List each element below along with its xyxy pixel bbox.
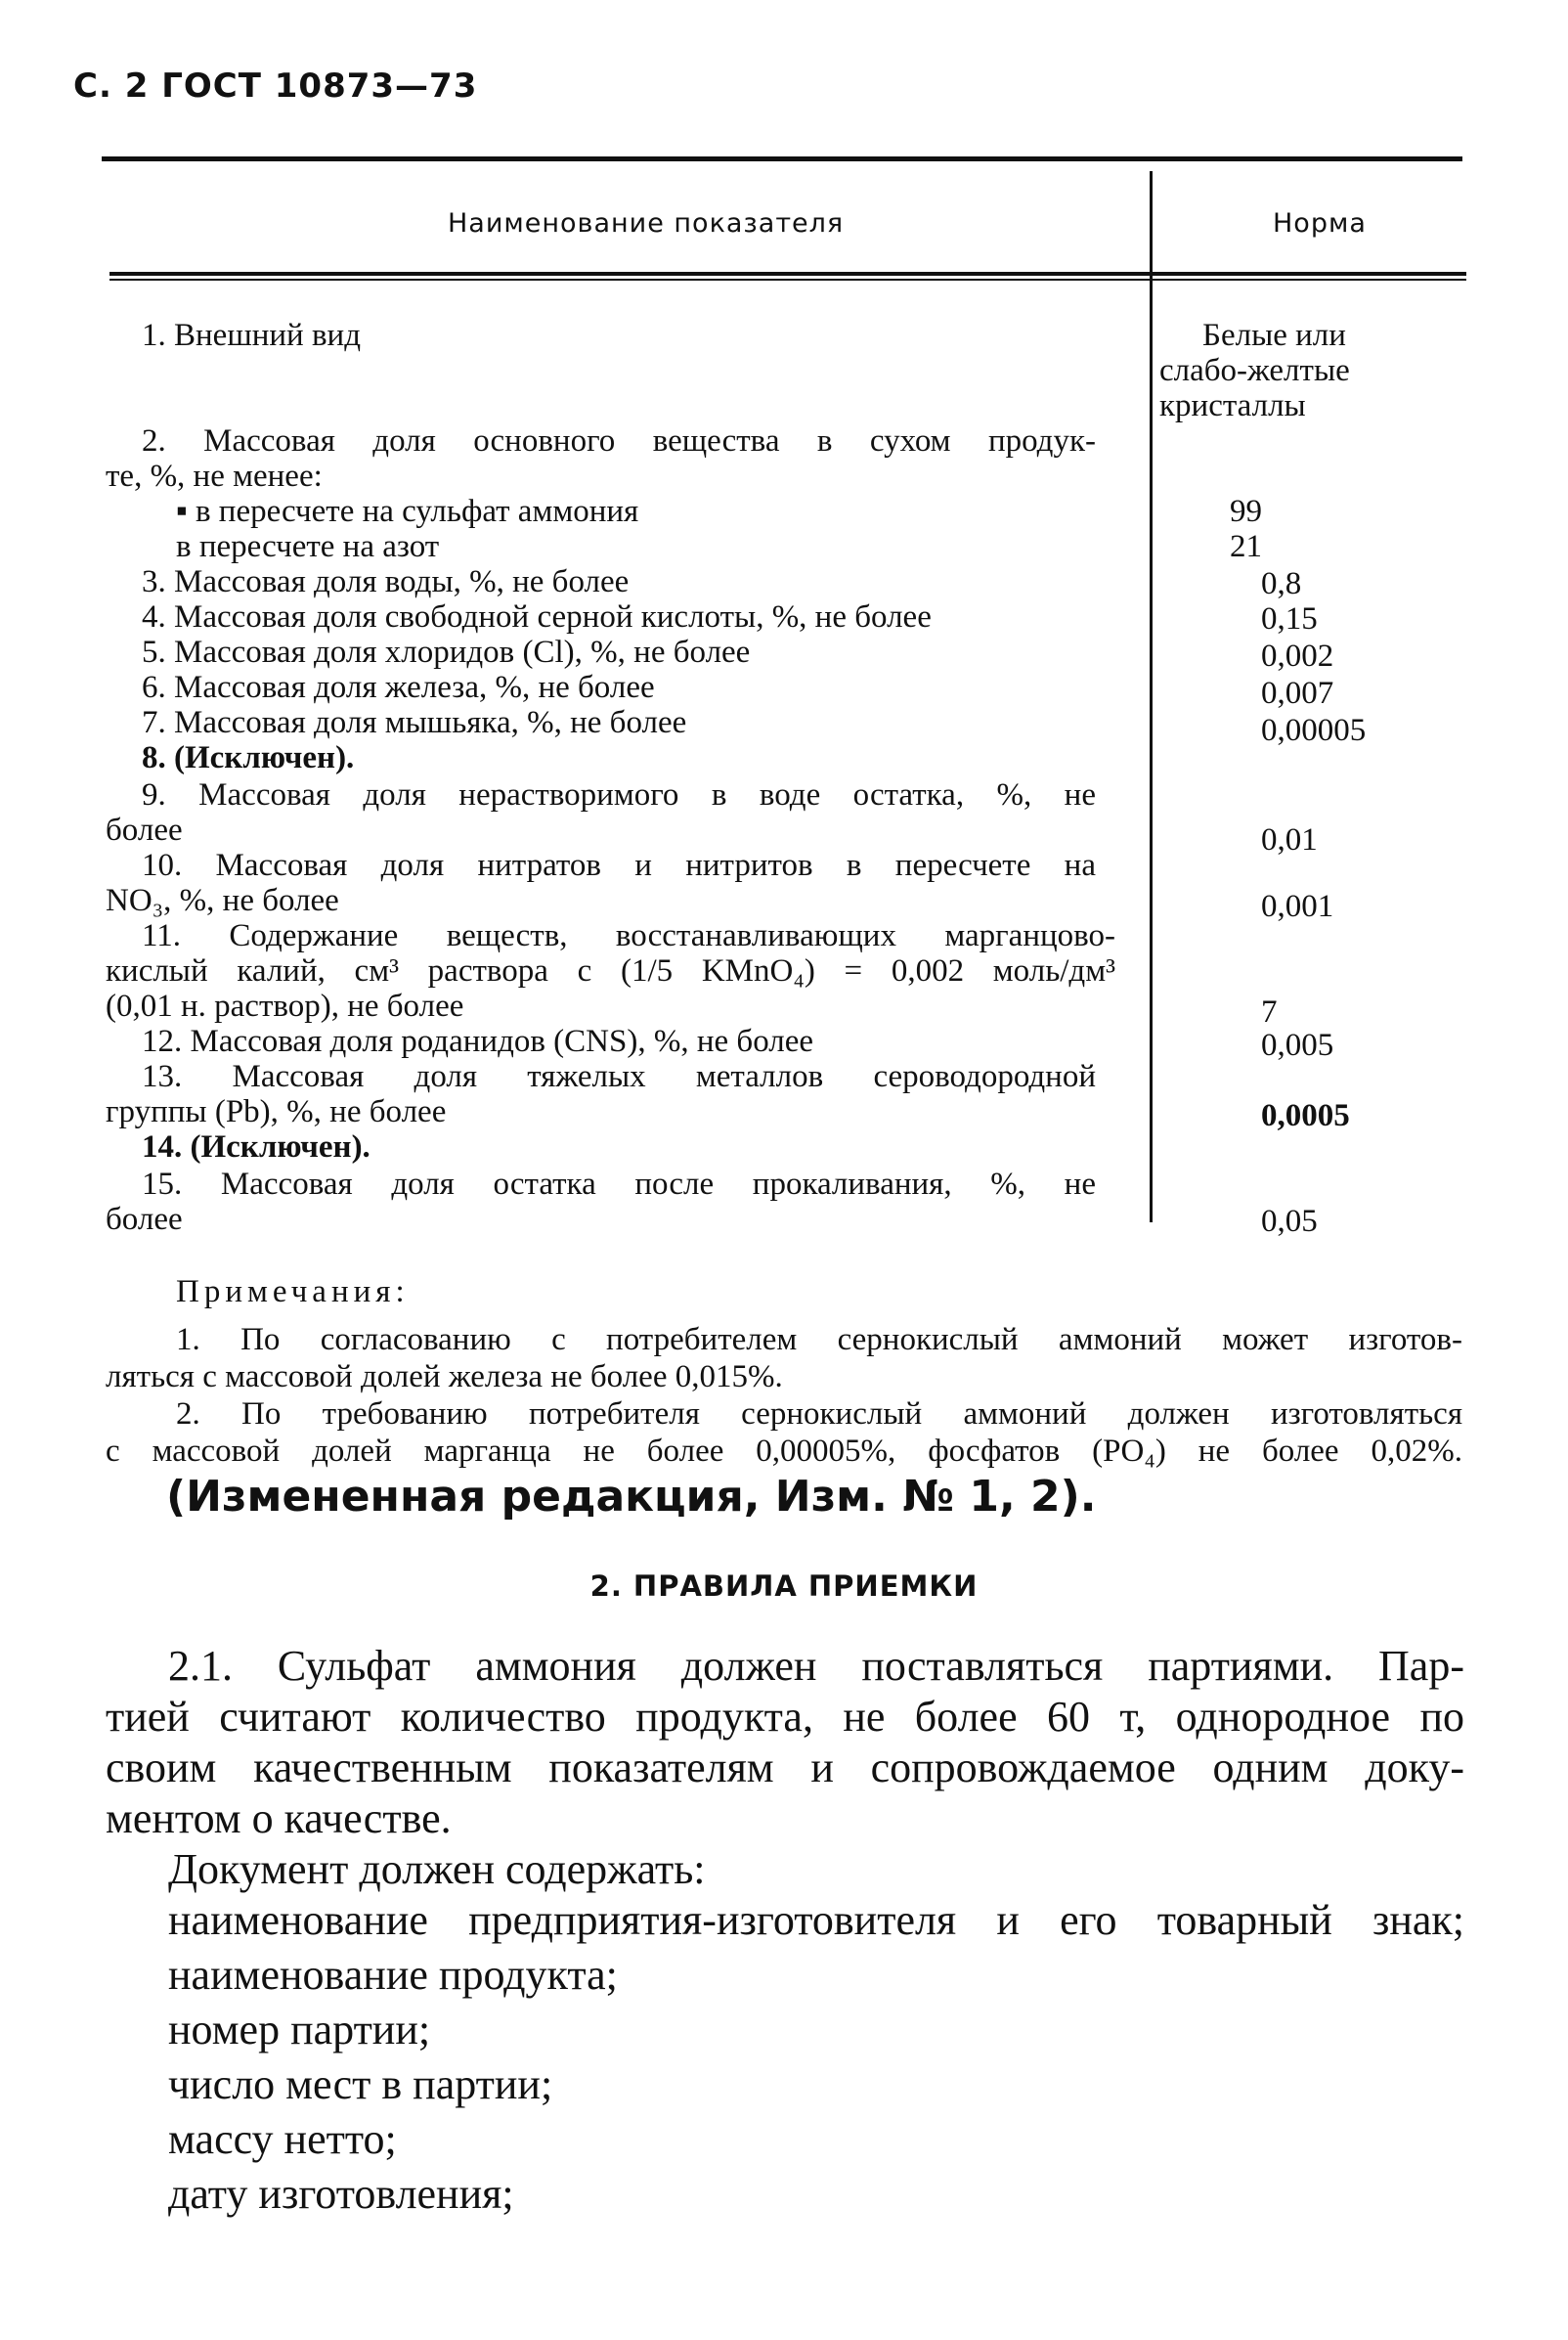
row-6-value: 0,007 xyxy=(1261,676,1334,711)
row-15-value: 0,05 xyxy=(1261,1204,1318,1239)
table-row-9-cont: более xyxy=(106,813,183,848)
table-row-13-cont: группы (Pb), %, не более xyxy=(106,1094,447,1129)
table-top-rule xyxy=(102,156,1462,161)
row-1-value-line-3: кристаллы xyxy=(1159,388,1306,423)
table-row-11: 11. Содержание веществ, восстанавливающих марганцово- xyxy=(142,918,1115,953)
paragraph-2-1-line-2: тией считают количество продукта, не более 60 т, однородное по xyxy=(106,1693,1464,1741)
table-row-13: 13. Массовая доля тяжелых металлов сероводородной xyxy=(142,1059,1096,1094)
note-1-line-1: 1. По согласованию с потребителем сернокислый аммоний может изготов- xyxy=(176,1322,1462,1357)
table-row-15: 15. Массовая доля остатка после прокаливания, %, не xyxy=(142,1167,1096,1202)
doc-item-6: дату изготовления; xyxy=(168,2170,514,2218)
table-row-2-sub-2: в пересчете на азот xyxy=(176,529,440,564)
sub-label-sulfate: в пересчете на сульфат аммония xyxy=(195,494,639,529)
table-header-rule xyxy=(109,272,1466,276)
table-row-6: 6. Массовая доля железа, %, не более xyxy=(142,670,655,705)
table-row-2: 2. Массовая доля основного вещества в сухом продук- xyxy=(142,423,1096,459)
note-2-line-1: 2. По требованию потребителя сернокислый аммоний должен изготовляться xyxy=(176,1396,1462,1432)
table-row-15-cont: более xyxy=(106,1202,183,1237)
row-1-value-line-2: слабо-желтые xyxy=(1159,353,1350,388)
doc-item-5: массу нетто; xyxy=(168,2115,397,2163)
doc-item-3: номер партии; xyxy=(168,2006,431,2053)
edition-note: (Измененная редакция, Изм. № 1, 2). xyxy=(166,1472,1097,1522)
paragraph-2-1-line-3: своим качественным показателям и сопровождаемое одним доку- xyxy=(106,1744,1464,1791)
page-header: С. 2 ГОСТ 10873—73 xyxy=(73,66,478,106)
table-row-4: 4. Массовая доля свободной серной кислоты, %, не более xyxy=(142,599,932,635)
column-header-norm: Норма xyxy=(1273,208,1367,239)
table-column-divider xyxy=(1150,171,1153,1222)
table-row-3: 3. Массовая доля воды, %, не более xyxy=(142,564,630,599)
note-2-line-2: с массовой долей марганца не более 0,00005%, фосфатов (PO₄) не более 0,02%. xyxy=(106,1434,1462,1469)
row-11-value: 7 xyxy=(1261,994,1278,1030)
table-header-rule-2 xyxy=(109,279,1466,281)
row-1-value-line-1: Белые или xyxy=(1202,318,1346,353)
table-row-5: 5. Массовая доля хлоридов (Cl), %, не более xyxy=(142,635,751,670)
bullet-mark: ▪ xyxy=(176,494,196,529)
row-12-value: 0,005 xyxy=(1261,1028,1334,1063)
paragraph-2-1-line-1: 2.1. Сульфат аммония должен поставляться партиями. Пар- xyxy=(168,1642,1464,1690)
row-2-value-nitrogen: 21 xyxy=(1230,529,1262,564)
doc-item-1: наименование предприятия-изготовителя и его товарный знак; xyxy=(168,1896,1464,1944)
table-row-7: 7. Массовая доля мышьяка, %, не более xyxy=(142,705,687,740)
table-row-11-cont-1: кислый калий, см³ раствора c (1/5 KMnO₄) = 0,002 моль/дм³ xyxy=(106,953,1115,989)
doc-item-2: наименование продукта; xyxy=(168,1951,618,1999)
doc-item-4: число мест в партии; xyxy=(168,2060,553,2108)
table-row-12: 12. Массовая доля роданидов (CNS), %, не более xyxy=(142,1024,814,1059)
table-row-1: 1. Внешний вид xyxy=(142,318,361,353)
table-row-2-cont: те, %, не менее: xyxy=(106,459,323,494)
section-title: 2. ПРАВИЛА ПРИЕМКИ xyxy=(589,1569,979,1603)
notes-title: Примечания: xyxy=(176,1274,410,1309)
row-13-value: 0,0005 xyxy=(1261,1098,1350,1133)
row-7-value: 0,00005 xyxy=(1261,713,1367,748)
table-row-9: 9. Массовая доля нерастворимого в воде остатка, %, не xyxy=(142,777,1096,813)
row-2-value-sulfate: 99 xyxy=(1230,494,1262,529)
table-row-14: 14. (Исключен). xyxy=(142,1129,370,1165)
table-row-8: 8. (Исключен). xyxy=(142,740,355,775)
table-row-11-cont-2: (0,01 н. раствор), не более xyxy=(106,989,464,1024)
row-10-value: 0,001 xyxy=(1261,889,1334,924)
table-row-10-cont: NO₃, %, не более xyxy=(106,883,339,918)
paragraph-2-1-line-4: ментом о качестве. xyxy=(106,1794,452,1842)
row-9-value: 0,01 xyxy=(1261,822,1318,858)
table-row-2-sub-1 xyxy=(176,494,638,529)
document-contents-intro: Документ должен содержать: xyxy=(168,1845,706,1893)
note-1-line-2: ляться с массовой долей железа не более 0,015%. xyxy=(106,1359,783,1394)
row-5-value: 0,002 xyxy=(1261,639,1334,674)
column-header-indicator: Наименование показателя xyxy=(448,208,845,239)
row-3-value: 0,8 xyxy=(1261,566,1302,601)
row-4-value: 0,15 xyxy=(1261,601,1318,637)
table-row-10: 10. Массовая доля нитратов и нитритов в пересчете на xyxy=(142,848,1096,883)
